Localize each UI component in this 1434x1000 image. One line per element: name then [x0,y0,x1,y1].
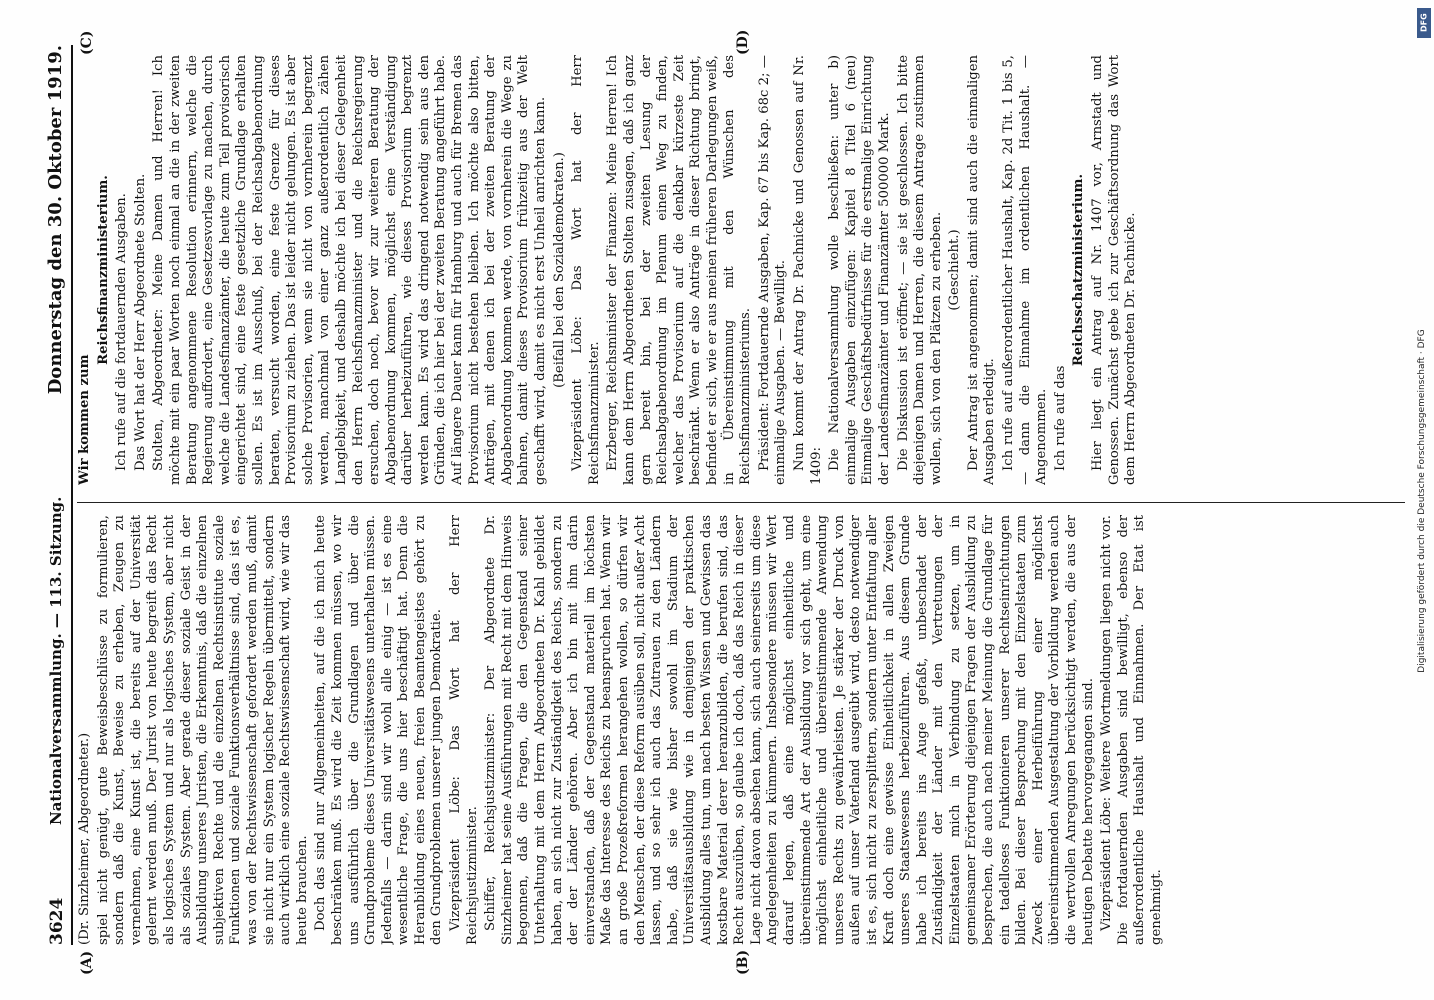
dfg-logo-icon: DFG [1417,8,1431,38]
left-para-5: Vizepräsident Löbe: Weitere Wortmeldungen liegen nicht vor. Die fortdauernden Ausgaben sind bewilligt, ebenso der außerordentliche Haushalt und Einnahmen. Der Etat ist genehmigt. [1099,515,1164,945]
digitization-sidebar [1414,6,1430,996]
right-para-0: Wir kommen zum [77,354,92,485]
page-number: 3624 [47,897,67,945]
right-para-14: Ich rufe auf außerordentlicher Haushalt, Kap. 2d Tit. 1 bis 5, — dann die Einnahme im ordentlichen Haushalt. — Angenommen. [1001,55,1050,485]
right-para-3: Das Wort hat der Herr Abgeordnete Stolten. [132,173,148,471]
rotated-page [35,25,1425,975]
right-para-1: Reichsfinanzministerium. [95,175,111,365]
right-para-16: Reichsschatzministerium. [1071,173,1087,367]
right-para-12: (Geschieht.) [947,229,963,311]
right-para-5: (Beifall bei den Sozialdemokraten.) [551,152,567,388]
right-para-4: Stolten, Abgeordneter: Meine Damen und Herren! Ich möchte mit ein paar Worten noch einmal an die in der zweiten Beratung angenommene Resolution erinnern, welche die Regierung auffordert, eine Gesetzesvorlage zu machen, durch welche die Landesfinanzämter, die heute zum Teil provisorisch eingerichtet sind, eine feste gesetzliche Grundlage erhalten sollen. Es ist im Ausschuß, bei der Reichsabgabenordnung beraten, versucht worden, eine feste Grenze für dieses Provisorium zu ziehen. Das ist leider nicht gelungen. Es ist aber solche Provisorien, wenn sie nicht von vornherein begrenzt werden, manchmal von einer ganz außerordentlich zähen Langlebigkeit, und deshalb möchte ich bei dieser Gelegenheit den Herrn Reichsfinanzminister und die Reichsregierung ersuchen, doch noch, bevor wir zur weiteren Beratung der Abgabenordnung kommen, möglichst eine Verständigung darüber herbeizuführen, wie dieses Provisorium begrenzt werden kann. Es wird das dringend notwendig sein aus den Gründen, die ich hier bei der zweiten Beratung angeführt habe. Auf längere Dauer kann für Hamburg und auch für Bremen das Provisorium nicht bestehen bleiben. Ich möchte also bitten, Anträgen, mit denen ich bei der zweiten Beratung der Abgabenordnung kommen werde, von vornherein die Wege zu bahnen, damit dieses Provisorium frühzeitig aus der Welt geschafft wird, damit es nicht erst Unheil anrichten kann. [151,55,549,485]
right-para-15: Ich rufe auf das [1052,365,1068,471]
right-para-7: Erzberger, Reichsminister der Finanzen: Meine Herren! Ich kann dem Herrn Abgeordneten Stolten zusagen, daß ich ganz gern bereit bin, bei der zweiten Lesung der Reichsabgabenordnung im Plenum einen Weg zu finden, welcher das Provisorium auf die denkbar kürzeste Zeit beschränkt. Wenn er also Anträge in dieser Richtung bringt, befindet er sich, wie er aus meinen früheren Darlegungen weiß, in Übereinstimmung mit den Wünschen des Reichsfinanzministeriums. [605,55,754,485]
right-column [77,55,1415,485]
left-para-1: spiel nicht genügt, gute Beweisbeschlüsse zu formulieren, sondern daß die Kunst, Beweise zu erheben, Zeugen zu vernehmen, eine Kunst ist, die bereits auf der Universität gelernt werden muß. Der Jurist von heute begreift das Recht als logisches System und nur als logisches System, aber nicht als soziales System. Aber gerade dieser soziale Geist in der Ausbildung unseres Juristen, die Erkenntnis, daß die einzelnen subjektiven Rechte und die einzelnen Rechtsinstitute soziale Funktionen und soziale Funktionsverhältnisse sind, das ist es, was von der Rechtswissenschaft gefordert werden muß, damit sie nicht nur ein System logischer Regeln übermittelt, sondern auch wirklich eine soziale Rechtswissenschaft wird, wie wir das heute brauchen. [95,515,310,945]
right-para-2: Ich rufe auf die fortdauernden Ausgaben. [114,193,130,471]
left-para-0: (Dr. Sinzheimer, Abgeordneter.) [77,732,92,945]
right-para-6: Vizepräsident Löbe: Das Wort hat der Herr Reichsfinanzminister. [570,55,602,485]
right-para-8: Präsident: Fortdauernde Ausgaben, Kap. 67 bis Kap. 68c 2; — einmalige Ausgaben. — Bewilligt. [756,55,789,485]
right-para-9: Nun kommt der Antrag Dr. Pachnicke und Genossen auf Nr. 1409: [791,55,824,485]
digitization-credit: Digitalisierung gefördert durch die Deutsche Forschungsgemeinschaft · DFG [1417,329,1427,673]
left-para-4: Schiffer, Reichsjustizminister: Der Abgeordnete Dr. Sinzheimer hat seine Ausführungen mit Recht mit dem Hinweis begonnen, daß die Fragen, die den Gegenstand seiner Unterhaltung mit dem Herrn Abgeordneten Dr. Kahl gebildet haben, an sich nicht zur Zuständigkeit des Reichs, sondern zu der der Länder gehören. Aber ich bin mit ihm darin einverstanden, daß der Gegenstand materiell im höchsten Maße das Interesse des Reichs zu beanspruchen hat. Wenn wir an große Prozeßreformen herangehen wollen, so dürfen wir den Menschen, der diese Reform ausüben soll, nicht außer Acht lassen, und so sehr ich auch das Zutrauen zu den Ländern habe, daß sie wie bisher sowohl im Stadium der Universitätsausbildung wie in demjenigen der praktischen Ausbildung alles tun, um nach besten Wissen und Gewissen das kostbare Material derer heranzubilden, die berufen sind, das Recht auszuüben, so glaube ich doch, daß das Reich in dieser Lage nicht davon absehen kann, sich auch seinerseits um diese Angelegenheiten zu kümmern. Insbesondere müssen wir Wert darauf legen, daß eine möglichst einheitliche und übereinstimmende Art der Ausbildung vor sich geht, um eine möglichst einheitliche und übereinstimmende Anwendung unseres Rechts zu gewährleisten. Je stärker der Druck von außen auf unser Vaterland ausgeübt wird, desto notwendiger ist es, sich nicht zu zersplittern, sondern unter Entfaltung aller Kraft doch eine gewisse Einheitlichkeit in allen Zweigen unseres Staatswesens herbeizuführen. Aus diesem Grunde habe ich bereits ins Auge gefaßt, unbeschadet der Zuständigkeit der Länder mit den Vertretungen der Einzelstaaten mich in Verbindung zu setzen, um in gemeinsamer Erörterung diejenigen Fragen der Ausbildung zu besprechen, die auch nach meiner Meinung die Grundlage für ein tadelloses Funktionieren unserer Rechtseinrichtungen bilden. Bei dieser Besprechung mit den Einzelstaaten zum Zweck einer Herbeiführung einer möglichst übereinstimmenden Ausgestaltung der Vorbildung werden auch die wertvollen Anregungen berücksichtigt werden, die aus der heutigen Debatte hervorgegangen sind. [483,515,1096,945]
left-para-3: Vizepräsident Löbe: Das Wort hat der Herr Reichsjustizminister. [448,515,480,945]
margin-letter-b: (B) [735,949,751,975]
right-para-17: Hier liegt ein Antrag auf Nr. 1407 vor, Arnstadt und Genossen. Zunächst gebe ich zur Geschäftsordnung das Wort dem Herrn Abgeordneten Dr. Pachnicke. [1090,55,1139,485]
margin-letter-a: (A) [79,950,95,975]
right-para-11: Die Diskussion ist eröffnet; — sie ist geschlossen. Ich bitte diejenigen Damen und Herren, die diesem Antrage zustimmen wollen, sich von den Plätzen zu erheben. [895,55,944,485]
margin-letter-c: (C) [79,30,95,55]
left-column [77,515,1415,945]
header-left-title: Nationalversammlung. — 113. Sitzung. [47,496,65,825]
right-para-10: Die Nationalversammlung wolle beschließen: unter b) einmalige Ausgaben einzufügen: Kapitel 8 Titel 6 (neu) Einmalige Geschäftsbedürfnisse für die erstmalige Einrichtung der Landesfinanzämter und Finanzämter 500000 Mark. [827,55,892,485]
right-para-13: Der Antrag ist angenommen; damit sind auch die einmaligen Ausgaben erledigt. [965,55,998,485]
header-right-title: Donnerstag den 30. Oktober 1919. [45,45,66,395]
page-header [43,45,73,945]
column-divider [77,502,1405,503]
margin-letter-d: (D) [735,29,751,55]
left-para-2: Doch das sind nur Allgemeinheiten, auf die ich mich heute beschränken muß. Es wird die Zeit kommen müssen, wo wir uns ausführlich über die Grundlagen und über die Grundprobleme dieses Universitätswesens unterhalten müssen. Jedenfalls — darin sind wir wohl alle einig — ist es eine wesentliche Frage, die uns hier beschäftigt hat. Denn die Heranbildung eines neuen, freien Beamtengeistes gehört zu den Grundproblemen unserer jungen Demokratie. [313,515,445,945]
